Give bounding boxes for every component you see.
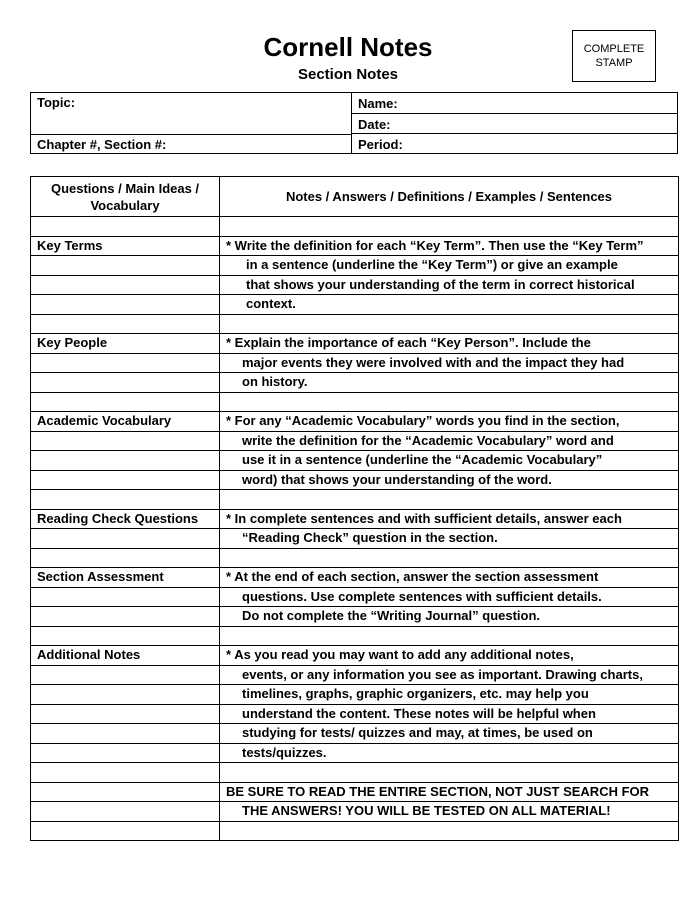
question-cell[interactable] [31, 782, 220, 802]
question-cell[interactable]: Key People [31, 334, 220, 354]
period-field[interactable]: Period: [358, 137, 403, 152]
notes-cell[interactable] [220, 392, 679, 412]
notes-cell[interactable] [220, 763, 679, 783]
table-row [31, 646, 679, 666]
questions-column-header: Questions / Main Ideas / Vocabulary [31, 177, 220, 217]
question-cell[interactable]: Section Assessment [31, 568, 220, 588]
notes-cell[interactable]: write the definition for the “Academic Vocabulary” word and [220, 431, 679, 451]
page-title: Cornell Notes [263, 32, 433, 62]
question-cell[interactable] [31, 217, 220, 237]
notes-cell[interactable] [220, 217, 679, 237]
table-row [31, 782, 679, 802]
question-cell[interactable] [31, 470, 220, 490]
table-row [31, 704, 679, 724]
notes-column-header: Notes / Answers / Definitions / Examples / Sentences [220, 177, 679, 217]
table-row [31, 334, 679, 354]
notes-cell[interactable]: Do not complete the “Writing Journal” question. [220, 607, 679, 627]
question-cell[interactable] [31, 743, 220, 763]
page-subtitle: Section Notes [297, 66, 399, 83]
notes-cell[interactable]: events, or any information you see as important. Drawing charts, [220, 665, 679, 685]
question-cell[interactable] [31, 587, 220, 607]
table-row [31, 607, 679, 627]
notes-cell[interactable]: that shows your understanding of the term in correct historical [220, 275, 679, 295]
question-cell[interactable]: Academic Vocabulary [31, 412, 220, 432]
question-cell[interactable]: Additional Notes [31, 646, 220, 666]
notes-cell[interactable] [220, 548, 679, 568]
table-row [31, 314, 679, 334]
table-row [31, 821, 679, 841]
question-cell[interactable] [31, 431, 220, 451]
table-row [31, 665, 679, 685]
question-cell[interactable] [31, 802, 220, 822]
table-row [31, 626, 679, 646]
table-row [31, 353, 679, 373]
student-info-box [30, 92, 678, 154]
date-field[interactable]: Date: [358, 117, 391, 132]
question-cell[interactable] [31, 529, 220, 549]
notes-cell[interactable]: studying for tests/ quizzes and may, at times, be used on [220, 724, 679, 744]
table-row [31, 217, 679, 237]
notes-cell[interactable]: on history. [220, 373, 679, 393]
table-row [31, 763, 679, 783]
table-row [31, 802, 679, 822]
notes-cell[interactable]: understand the content. These notes will be helpful when [220, 704, 679, 724]
question-cell[interactable] [31, 763, 220, 783]
notes-cell[interactable]: timelines, graphs, graphic organizers, etc. may help you [220, 685, 679, 705]
notes-cell[interactable] [220, 490, 679, 510]
table-row [31, 509, 679, 529]
notes-cell[interactable]: context. [220, 295, 679, 315]
question-cell[interactable] [31, 275, 220, 295]
table-header-row [31, 177, 679, 217]
info-line [31, 134, 351, 135]
table-row [31, 256, 679, 276]
question-cell[interactable] [31, 626, 220, 646]
chapter-section-field[interactable]: Chapter #, Section #: [37, 137, 167, 152]
question-cell[interactable] [31, 451, 220, 471]
name-field[interactable]: Name: [358, 96, 398, 111]
table-row [31, 685, 679, 705]
question-cell[interactable] [31, 685, 220, 705]
question-cell[interactable] [31, 665, 220, 685]
table-row [31, 412, 679, 432]
info-line [351, 133, 677, 134]
question-cell[interactable] [31, 353, 220, 373]
table-row [31, 392, 679, 412]
question-cell[interactable] [31, 490, 220, 510]
question-cell[interactable] [31, 548, 220, 568]
stamp-label-line1: COMPLETE [583, 43, 645, 55]
table-row [31, 236, 679, 256]
notes-cell[interactable]: * In complete sentences and with sufficient details, answer each [220, 509, 679, 529]
question-cell[interactable] [31, 704, 220, 724]
notes-cell[interactable]: * Write the definition for each “Key Term”. Then use the “Key Term” [220, 236, 679, 256]
question-cell[interactable]: Reading Check Questions [31, 509, 220, 529]
info-line [351, 113, 677, 114]
notes-cell[interactable]: major events they were involved with and the impact they had [220, 353, 679, 373]
question-cell[interactable] [31, 607, 220, 627]
table-row [31, 743, 679, 763]
table-row [31, 548, 679, 568]
notes-cell[interactable]: in a sentence (underline the “Key Term”) or give an example [220, 256, 679, 276]
question-cell[interactable] [31, 392, 220, 412]
notes-cell[interactable]: * For any “Academic Vocabulary” words you find in the section, [220, 412, 679, 432]
stamp-label-line2: STAMP [595, 57, 633, 69]
notes-cell[interactable]: BE SURE TO READ THE ENTIRE SECTION, NOT JUST SEARCH FOR [220, 782, 679, 802]
notes-cell[interactable]: * Explain the importance of each “Key Person”. Include the [220, 334, 679, 354]
notes-cell[interactable]: tests/quizzes. [220, 743, 679, 763]
table-row [31, 431, 679, 451]
notes-cell[interactable]: THE ANSWERS! YOU WILL BE TESTED ON ALL MATERIAL! [220, 802, 679, 822]
notes-cell[interactable] [220, 626, 679, 646]
notes-cell[interactable]: questions. Use complete sentences with sufficient details. [220, 587, 679, 607]
notes-cell[interactable] [220, 314, 679, 334]
table-row [31, 295, 679, 315]
notes-cell[interactable]: word) that shows your understanding of the word. [220, 470, 679, 490]
table-row [31, 724, 679, 744]
question-cell[interactable] [31, 295, 220, 315]
table-row [31, 470, 679, 490]
info-divider [351, 93, 352, 153]
question-cell[interactable] [31, 821, 220, 841]
question-cell[interactable]: Key Terms [31, 236, 220, 256]
table-row [31, 587, 679, 607]
table-row [31, 568, 679, 588]
notes-cell[interactable]: use it in a sentence (underline the “Academic Vocabulary” [220, 451, 679, 471]
table-row [31, 529, 679, 549]
notes-cell[interactable] [220, 821, 679, 841]
notes-cell[interactable]: * At the end of each section, answer the section assessment [220, 568, 679, 588]
table-row [31, 490, 679, 510]
question-cell[interactable] [31, 256, 220, 276]
table-row [31, 275, 679, 295]
question-cell[interactable] [31, 724, 220, 744]
table-row [31, 373, 679, 393]
complete-stamp-box [572, 30, 656, 82]
question-cell[interactable] [31, 373, 220, 393]
table-row [31, 451, 679, 471]
cornell-notes-table [30, 176, 679, 841]
notes-cell[interactable]: * As you read you may want to add any additional notes, [220, 646, 679, 666]
question-cell[interactable] [31, 314, 220, 334]
notes-cell[interactable]: “Reading Check” question in the section. [220, 529, 679, 549]
topic-field[interactable]: Topic: [37, 95, 76, 110]
